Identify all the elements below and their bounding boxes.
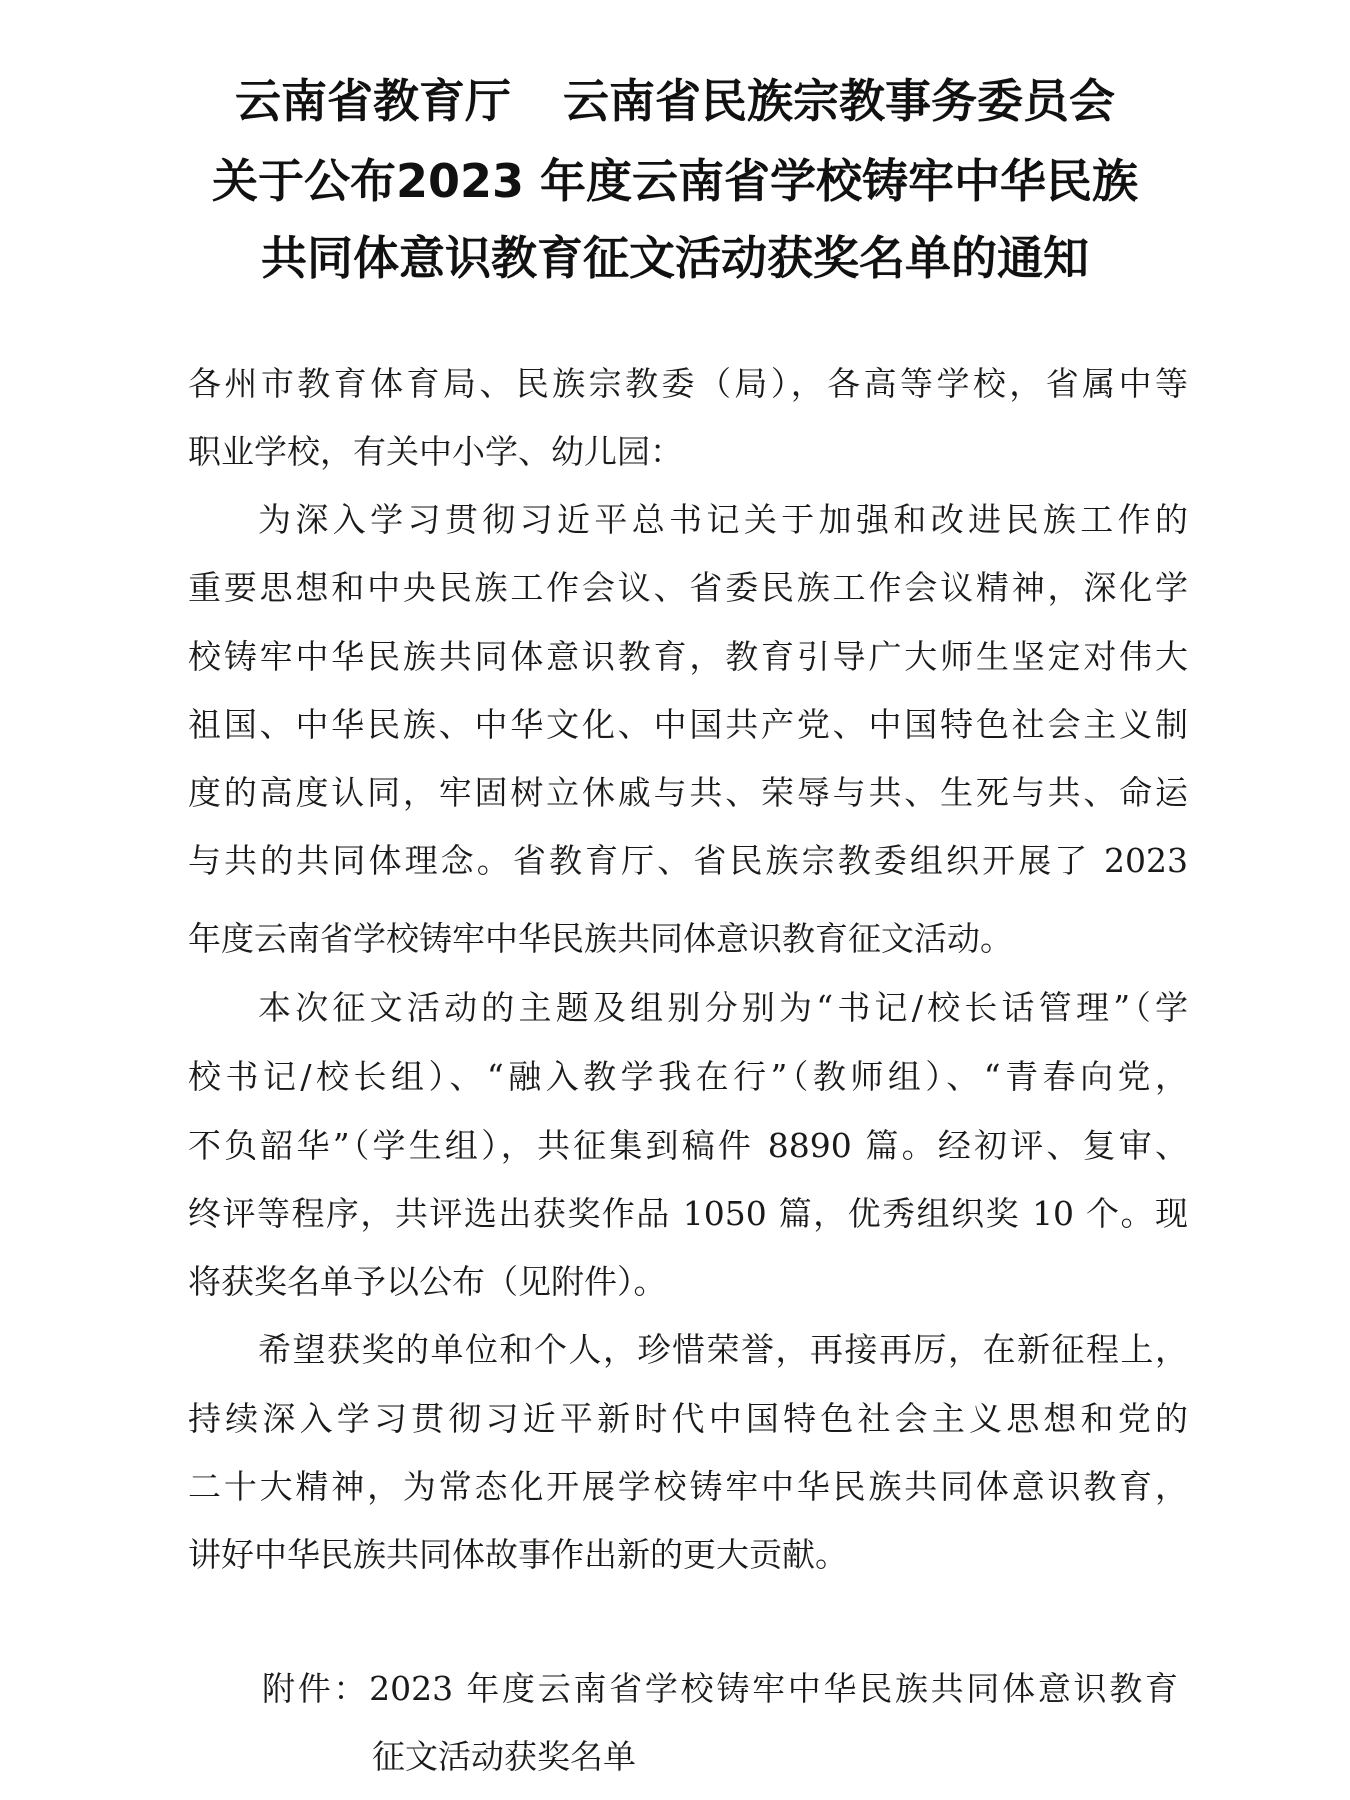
- issuer-education-department: 云南省教育厅: [235, 74, 511, 128]
- body-paragraph-1-line-1: 为深入学习贯彻习近平总书记关于加强和改进民族工作的: [258, 500, 1188, 539]
- body-paragraph-3-line-1: 希望获奖的单位和个人，珍惜荣誉，再接再厉，在新征程上，: [258, 1330, 1188, 1369]
- body-paragraph-1-line-5: 度的高度认同，牢固树立休戚与共、荣辱与共、生死与共、命运: [188, 773, 1188, 812]
- body-paragraph-3-line-2: 持续深入学习贯彻习近平新时代中国特色社会主义思想和党的: [188, 1399, 1188, 1438]
- body-paragraph-2-line-5: 将获奖名单予以公布（见附件）。: [188, 1262, 667, 1301]
- body-paragraph-2-line-3: 不负韶华”（学生组），共征集到稿件 8890 篇。经初评、复审、: [188, 1126, 1188, 1165]
- addressee-line-1: 各州市教育体育局、民族宗教委（局），各高等学校，省属中等: [188, 364, 1188, 403]
- notice-title-line-1: [120, 74, 1230, 128]
- attachment-line-2: 征文活动获奖名单: [372, 1737, 636, 1776]
- body-paragraph-1-line-3: 校铸牢中华民族共同体意识教育，教育引导广大师生坚定对伟大: [188, 637, 1188, 676]
- body-paragraph-3-line-3: 二十大精神，为常态化开展学校铸牢中华民族共同体意识教育，: [188, 1467, 1188, 1506]
- notice-title-line-3: 共同体意识教育征文活动获奖名单的通知: [261, 231, 1089, 285]
- attachment-line-1: 附件：2023 年度云南省学校铸牢中华民族共同体意识教育: [262, 1669, 1178, 1708]
- body-paragraph-2-line-2: 校书记/校长组）、“融入教学我在行”（教师组）、“青春向党，: [188, 1057, 1188, 1096]
- body-paragraph-2-line-4: 终评等程序，共评选出获奖作品 1050 篇，优秀组织奖 10 个。现: [188, 1194, 1188, 1233]
- issuer-ethnic-religious-commission: 云南省民族宗教事务委员会: [563, 74, 1115, 128]
- notice-title-line-2: 关于公布2023 年度云南省学校铸牢中华民族: [211, 154, 1139, 208]
- body-paragraph-1-line-6: 与共的共同体理念。省教育厅、省民族宗教委组织开展了 2023: [188, 841, 1188, 880]
- addressee-line-2: 职业学校，有关中小学、幼儿园：: [188, 432, 683, 471]
- body-paragraph-1-line-4: 祖国、中华民族、中华文化、中国共产党、中国特色社会主义制: [188, 705, 1188, 744]
- body-paragraph-1-line-2: 重要思想和中央民族工作会议、省委民族工作会议精神，深化学: [188, 568, 1188, 607]
- body-paragraph-3-line-4: 讲好中华民族共同体故事作出新的更大贡献。: [188, 1535, 848, 1574]
- body-paragraph-2-line-1: 本次征文活动的主题及组别分别为“书记/校长话管理”（学: [258, 988, 1188, 1027]
- body-paragraph-1-line-7: 年度云南省学校铸牢中华民族共同体意识教育征文活动。: [188, 919, 1013, 958]
